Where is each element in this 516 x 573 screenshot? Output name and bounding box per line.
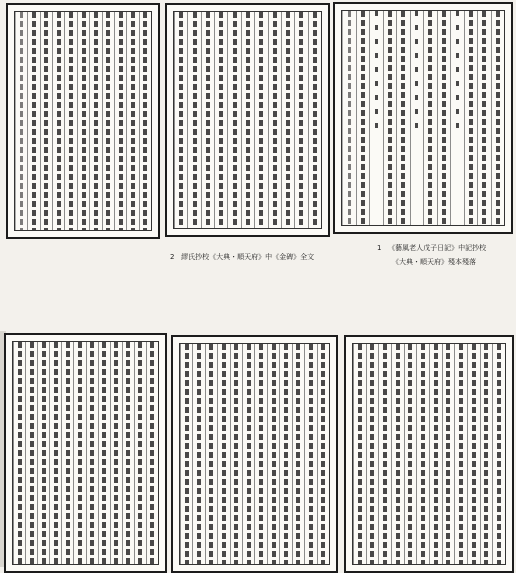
caption-2-text: 繆氏抄校《大典・順天府》中《金碑》全文 <box>181 253 315 261</box>
document-page-top-middle <box>165 3 330 237</box>
caption-1 <box>377 243 486 253</box>
caption-1-line1: 《藝風老人戊子日記》中記抄校 <box>388 244 487 252</box>
caption-2-number: 2 <box>170 253 175 261</box>
caption-2 <box>170 252 314 262</box>
document-page-top-left <box>6 3 160 239</box>
document-page-bottom-middle <box>171 335 338 573</box>
document-page-top-right <box>333 2 513 234</box>
caption-1-line2: 《大典・順天府》殘本殘落 <box>392 258 476 266</box>
document-page-bottom-right <box>344 335 514 573</box>
document-page-bottom-left <box>4 333 167 573</box>
caption-1-number: 1 <box>377 244 382 252</box>
